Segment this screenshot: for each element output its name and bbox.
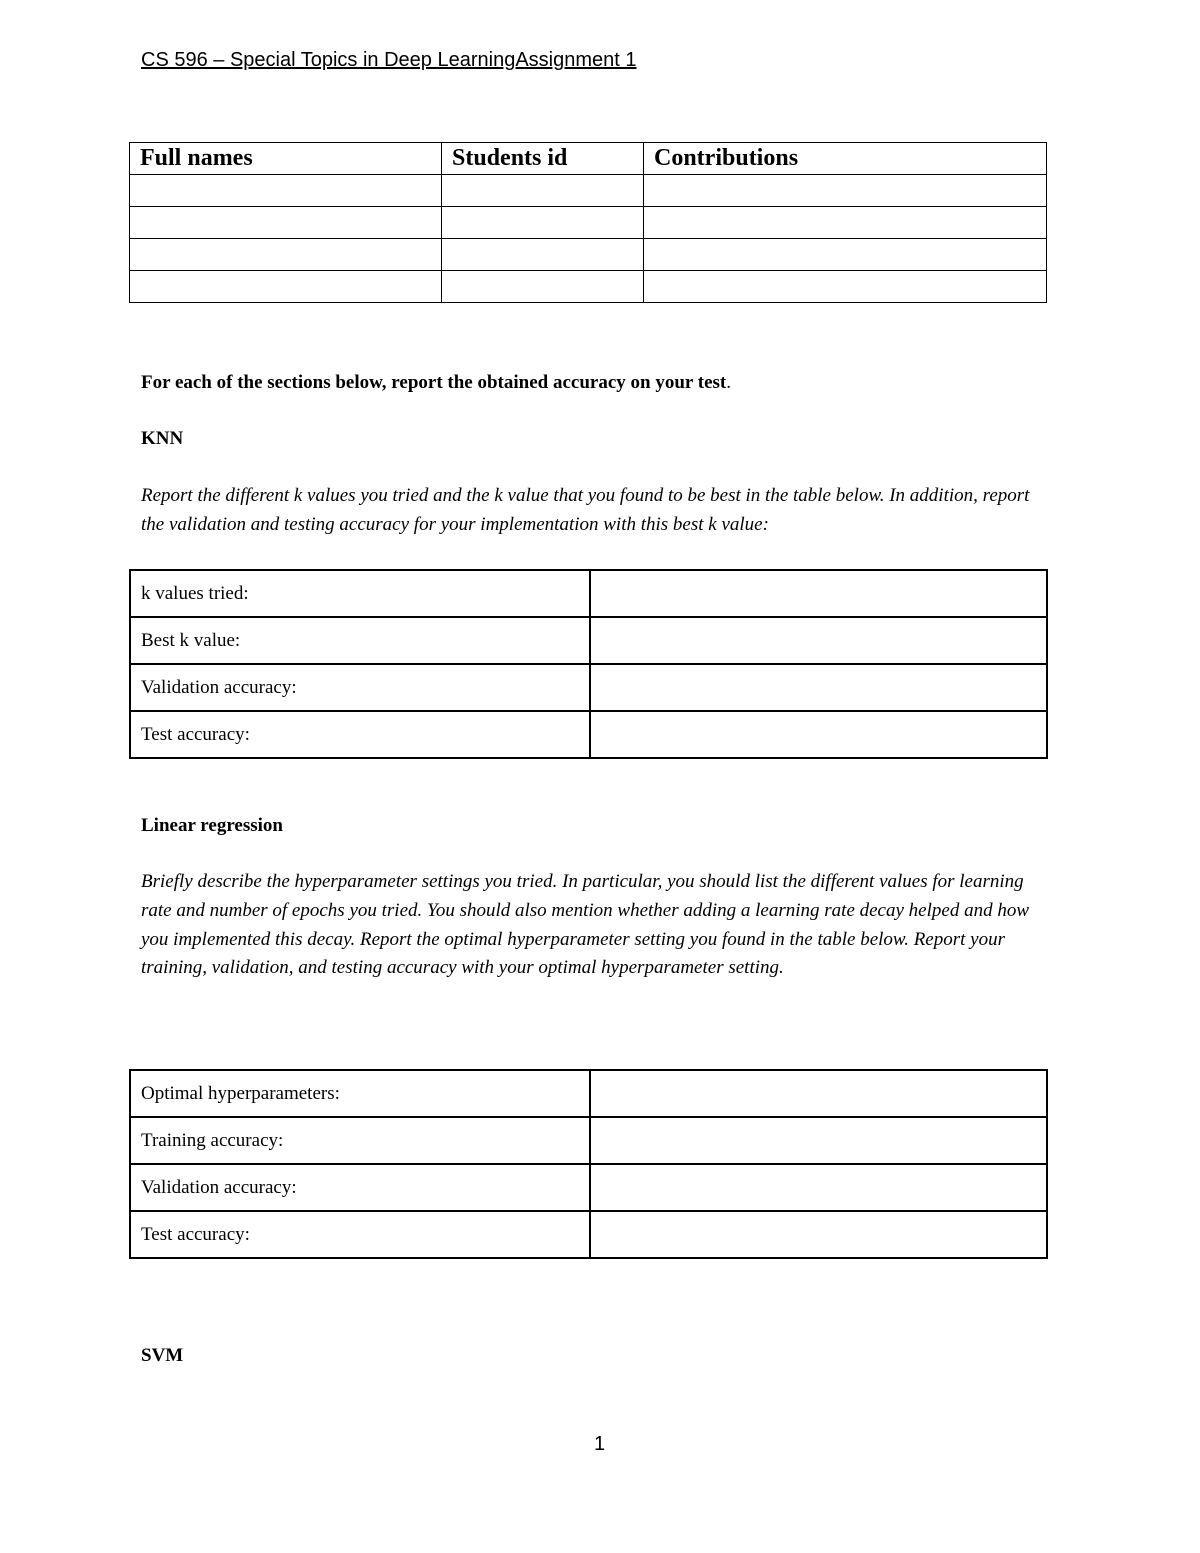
table-row [130,271,1047,303]
contribution-cell[interactable] [644,207,1047,239]
table-row [130,1070,1047,1117]
full-name-cell[interactable] [130,271,442,303]
best-k-value-label: Best k value: [130,617,590,664]
best-k-value-value[interactable] [590,617,1047,664]
full-name-cell[interactable] [130,239,442,271]
contribution-cell[interactable] [644,271,1047,303]
linear-regression-section-title: Linear regression [141,815,283,836]
student-id-cell[interactable] [442,175,644,207]
knn-test-accuracy-label: Test accuracy: [130,711,590,758]
student-id-cell[interactable] [442,271,644,303]
knn-instructions: Report the different k values you tried and the k value that you found to be best in the table below. In addition, report the validation and testing accuracy for your implementation with this best k value: [141,485,1030,535]
table-row [130,1164,1047,1211]
k-values-tried-value[interactable] [590,570,1047,617]
intro-period: . [726,372,731,393]
contribution-cell[interactable] [644,239,1047,271]
table-row [130,175,1047,207]
student-id-cell[interactable] [442,207,644,239]
knn-test-accuracy-value[interactable] [590,711,1047,758]
linear-regression-instructions: Briefly describe the hyperparameter settings you tried. In particular, you should list the different values for learning rate and number of epochs you tried. You should also mention whether adding a learning rate decay helped and how you implemented this decay. Report the optimal hyperparameter setting you found in the table below. Report your training, validation, and testing accuracy with your optimal hyperparameter setting. [141,871,1029,979]
full-name-cell[interactable] [130,175,442,207]
page-number: 1 [594,1433,606,1455]
students-id-header: Students id [442,143,644,175]
document-header: CS 596 – Special Topics in Deep LearningAssignment 1 [141,49,637,71]
table-header-row [130,143,1047,175]
student-id-cell[interactable] [442,239,644,271]
table-row [130,207,1047,239]
table-row [130,711,1047,758]
lr-test-accuracy-label: Test accuracy: [130,1211,590,1258]
contribution-cell[interactable] [644,175,1047,207]
training-accuracy-value[interactable] [590,1117,1047,1164]
linear-regression-results-table [129,1069,1048,1259]
svm-section-title: SVM [141,1345,184,1366]
lr-test-accuracy-value[interactable] [590,1211,1047,1258]
table-row [130,1211,1047,1258]
intro-text: For each of the sections below, report the obtained accuracy on your test [141,372,727,393]
knn-validation-accuracy-value[interactable] [590,664,1047,711]
intro-instruction [141,369,731,398]
knn-section-title: KNN [141,428,184,449]
training-accuracy-label: Training accuracy: [130,1117,590,1164]
knn-validation-accuracy-label: Validation accuracy: [130,664,590,711]
optimal-hyperparameters-label: Optimal hyperparameters: [130,1070,590,1117]
table-row [130,664,1047,711]
lr-validation-accuracy-value[interactable] [590,1164,1047,1211]
lr-validation-accuracy-label: Validation accuracy: [130,1164,590,1211]
full-name-cell[interactable] [130,207,442,239]
table-row [130,570,1047,617]
table-row [130,239,1047,271]
table-row [130,1117,1047,1164]
optimal-hyperparameters-value[interactable] [590,1070,1047,1117]
contributions-header: Contributions [644,143,1047,175]
full-names-header: Full names [130,143,442,175]
knn-results-table [129,569,1048,759]
group-members-table [129,142,1047,303]
table-row [130,617,1047,664]
k-values-tried-label: k values tried: [130,570,590,617]
